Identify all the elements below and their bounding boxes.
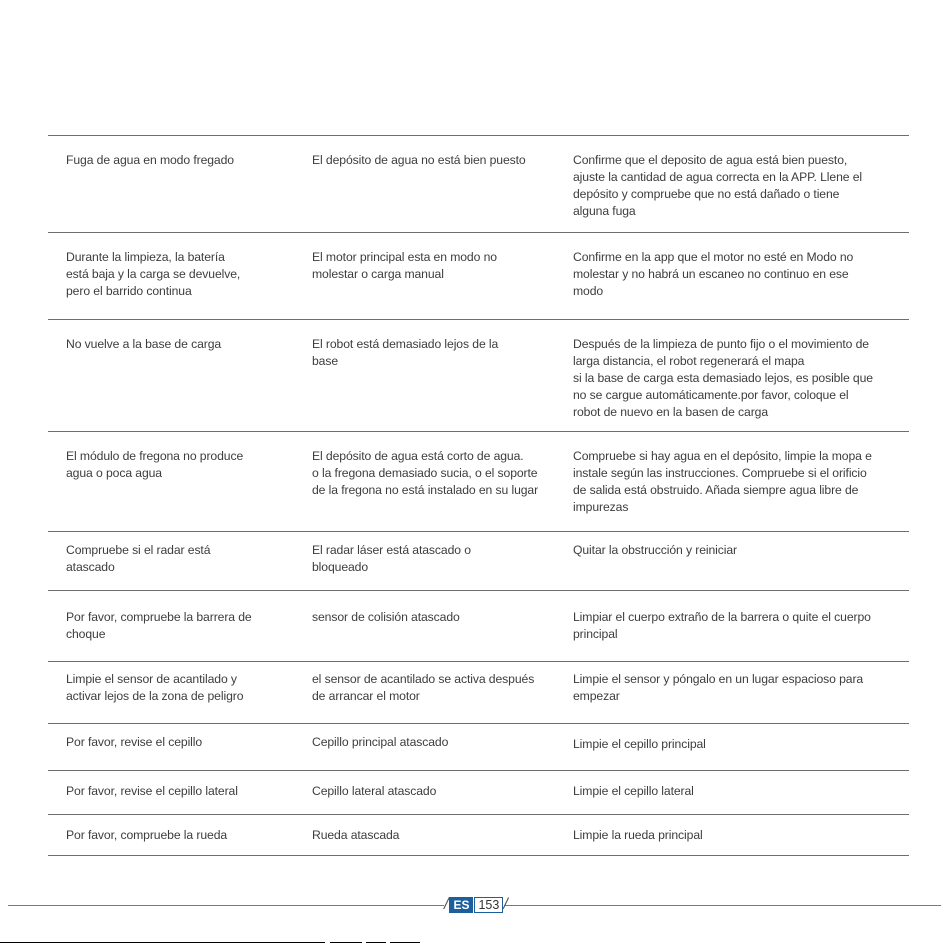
crop-mark: [0, 942, 325, 943]
table-row: [48, 432, 909, 532]
table-row: [48, 136, 909, 233]
slash-right-icon: /: [503, 896, 508, 913]
solution-cell: Limpie el sensor y póngalo en un lugar espacioso para empezar: [573, 672, 864, 703]
table-row: [48, 771, 909, 815]
table-row: [48, 724, 909, 771]
cause-cell: el sensor de acantilado se activa después de arrancar el motor: [312, 672, 535, 703]
page-number: 153: [474, 897, 503, 913]
troubleshooting-table: [48, 135, 909, 856]
table-row: [48, 591, 909, 662]
problem-cell: Por favor, compruebe la barrera de choque: [66, 610, 252, 641]
problem-cell: Durante la limpieza, la batería está baja y la carga se devuelve, pero el barrido continua: [66, 250, 241, 298]
language-code: ES: [449, 897, 473, 913]
page-number-badge: [444, 896, 508, 914]
solution-cell: Limpie el cepillo principal: [573, 737, 706, 751]
solution-cell: Limpie la rueda principal: [573, 828, 703, 842]
cause-cell: El robot está demasiado lejos de la base: [312, 337, 499, 368]
cause-cell: Cepillo principal atascado: [312, 735, 449, 749]
problem-cell: El módulo de fregona no produce agua o poca agua: [66, 449, 244, 480]
footer-rule-right: [504, 905, 941, 906]
crop-mark: [390, 942, 420, 943]
cause-cell: El depósito de agua no está bien puesto: [312, 153, 526, 167]
cause-cell: sensor de colisión atascado: [312, 610, 460, 624]
problem-cell: Fuga de agua en modo fregado: [66, 153, 234, 167]
crop-mark: [330, 942, 362, 943]
table-row: [48, 320, 909, 432]
solution-cell: Confirme en la app que el motor no esté en Modo no molestar y no habrá un escaneo no continuo en ese modo: [573, 250, 854, 298]
table-row: [48, 233, 909, 320]
cause-cell: Rueda atascada: [312, 828, 400, 842]
problem-cell: Compruebe si el radar está atascado: [66, 543, 211, 574]
solution-cell: Quitar la obstrucción y reiniciar: [573, 543, 738, 557]
crop-marks: [0, 940, 949, 944]
cause-cell: El depósito de agua está corto de agua. o la fregona demasiado sucia, o el soporte de la fregona no está instalado en su lugar: [312, 449, 539, 497]
problem-cell: Por favor, revise el cepillo: [66, 735, 203, 749]
table-row: [48, 815, 909, 856]
crop-mark: [366, 942, 386, 943]
solution-cell: Limpie el cepillo lateral: [573, 784, 694, 798]
slash-left-icon: /: [444, 896, 449, 913]
solution-cell: Compruebe si hay agua en el depósito, limpie la mopa e instale según las instrucciones. Compruebe si el orificio de salida está obstruido. Añada siempre agua libre de impurezas: [573, 449, 872, 514]
table-row: [48, 662, 909, 724]
problem-cell: No vuelve a la base de carga: [66, 337, 222, 351]
solution-cell: Limpiar el cuerpo extraño de la barrera o quite el cuerpo principal: [573, 610, 871, 641]
solution-cell: Confirme que el deposito de agua está bien puesto, ajuste la cantidad de agua correcta en la APP. Llene el depósito y compruebe que no está dañado o tiene alguna fuga: [573, 153, 863, 218]
footer-rule-left: [8, 905, 444, 906]
problem-cell: Por favor, compruebe la rueda: [66, 828, 228, 842]
cause-cell: El motor principal esta en modo no molestar o carga manual: [312, 250, 497, 281]
cause-cell: Cepillo lateral atascado: [312, 784, 437, 798]
problem-cell: Limpie el sensor de acantilado y activar lejos de la zona de peligro: [66, 672, 244, 703]
table-row: [48, 532, 909, 591]
solution-cell: Después de la limpieza de punto fijo o el movimiento de larga distancia, el robot regenerará el mapa si la base de carga esta demasiado lejos, es posible que no se cargue automáticamente.por favor, coloque el robot de nuevo en la basen de carga: [573, 337, 873, 419]
cause-cell: El radar láser está atascado o bloqueado: [312, 543, 471, 574]
problem-cell: Por favor, revise el cepillo lateral: [66, 784, 238, 798]
